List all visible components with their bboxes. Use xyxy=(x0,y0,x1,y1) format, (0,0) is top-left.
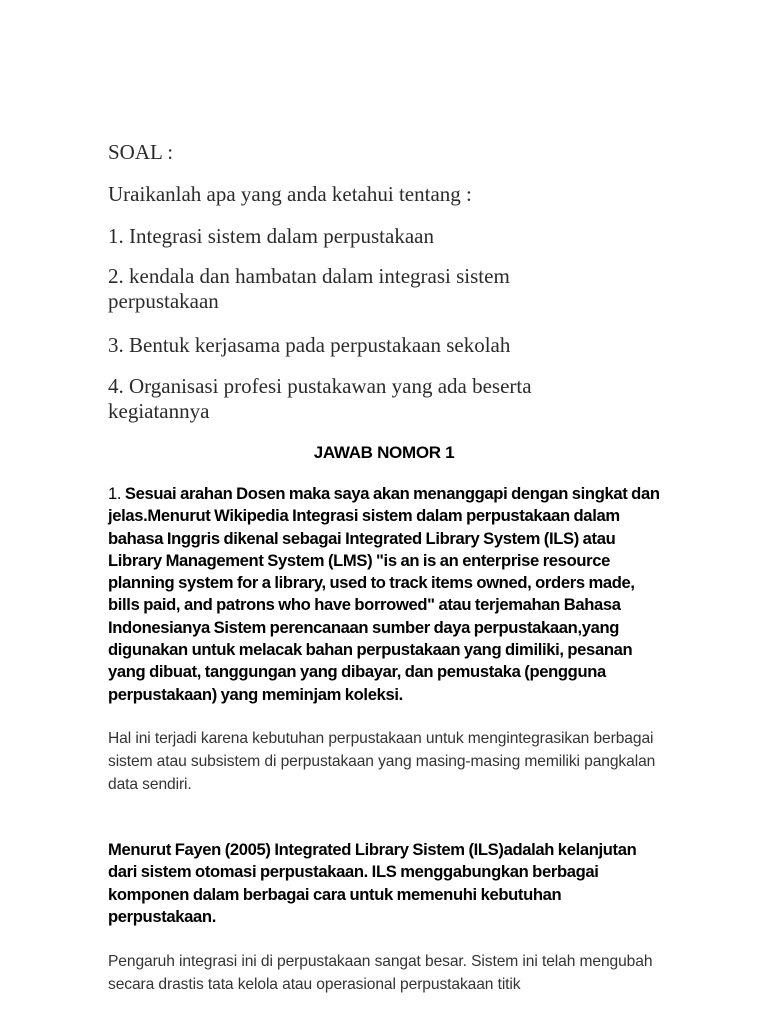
answer-number: 1. xyxy=(108,484,125,503)
answer-paragraph-1 xyxy=(108,483,663,706)
question-4: 4. Organisasi profesi pustakawan yang ada beserta kegiatannya xyxy=(108,374,532,423)
answer-paragraph-1-text: Sesuai arahan Dosen maka saya akan menanggapi dengan singkat dan jelas.Menurut Wikipedia Integrasi sistem dalam perpustakaan dalam bahasa Inggris dikenal sebagai Integrated Library System (ILS) atau Library Management System (LMS) "is an is an enterprise resource planning system for a library, used to track items owned, orders made, bills paid, and patrons who have borrowed" atau terjemahan Bahasa Indonesianya Sistem perencanaan sumber daya perpustakaan,yang digunakan untuk melacak bahan perpustakaan yang dimiliki, pesanan yang dibuat, tanggungan yang dibayar, dan pemustaka (pengguna perpustakaan) yang meminjam koleksi. xyxy=(108,484,660,704)
answer-heading: JAWAB NOMOR 1 xyxy=(313,443,455,462)
question-intro: Uraikanlah apa yang anda ketahui tentang : xyxy=(108,182,472,206)
paragraph-2: Hal ini terjadi karena kebutuhan perpustakaan untuk mengintegrasikan berbagai sistem atau subsistem di perpustakaan yang masing-masing memiliki pangkalan data sendiri. xyxy=(108,730,656,793)
paragraph-4: Pengaruh integrasi ini di perpustakaan sangat besar. Sistem ini telah mengubah secara drastis tata kelola atau operasional perpustakaan titik xyxy=(108,953,653,993)
paragraph-3: Menurut Fayen (2005) Integrated Library Sistem (ILS)adalah kelanjutan dari sistem otomasi perpustakaan. ILS menggabungkan berbagai komponen dalam berbagai cara untuk memenuhi kebutuhan perpustakaan. xyxy=(108,840,637,926)
question-3: 3. Bentuk kerjasama pada perpustakaan sekolah xyxy=(108,333,511,357)
soal-label: SOAL : xyxy=(108,140,174,164)
question-1: 1. Integrasi sistem dalam perpustakaan xyxy=(108,224,434,248)
question-2: 2. kendala dan hambatan dalam integrasi sistem perpustakaan xyxy=(108,264,510,313)
